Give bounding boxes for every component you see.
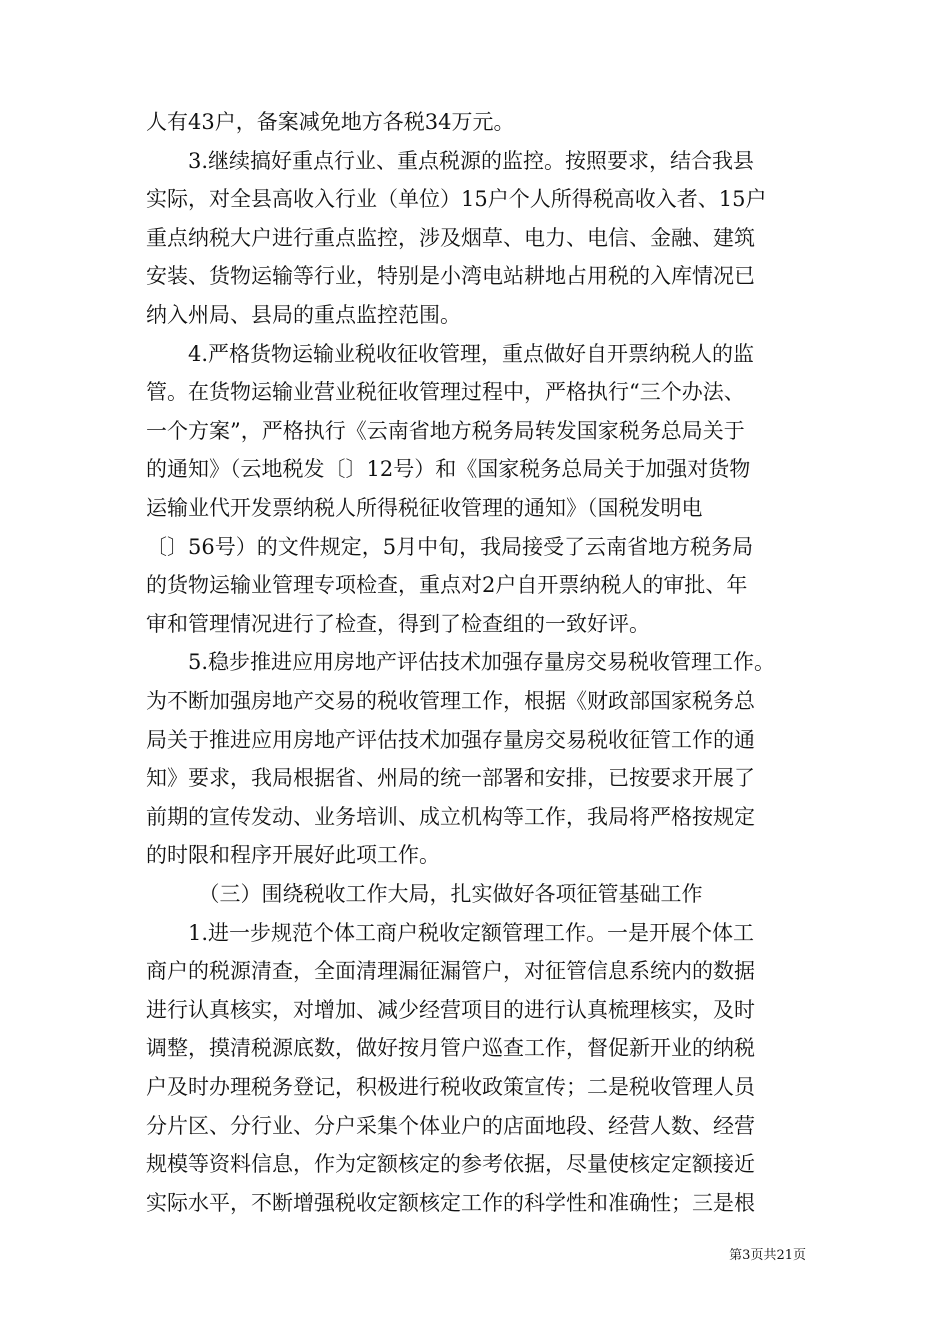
text-line: 人有43户，备案减免地方各税34万元。 (146, 110, 515, 134)
text-line: 知》要求，我局根据省、州局的统一部署和安排，已按要求开展了 (146, 766, 755, 790)
text-line: 分片区、分行业、分户采集个体业户的店面地段、经营人数、经营 (146, 1114, 755, 1138)
text-line: 的通知》（云地税发〔〕12号）和《国家税务总局关于加强对货物 (146, 457, 751, 481)
text-line: 的货物运输业管理专项检查，重点对2户自开票纳税人的审批、年 (146, 573, 748, 597)
text-line: 〔〕56号）的文件规定，5月中旬，我局接受了云南省地方税务局 (146, 535, 754, 559)
text-line: 的时限和程序开展好此项工作。 (146, 843, 440, 867)
text-line: 重点纳税大户进行重点监控，涉及烟草、电力、电信、金融、建筑 (146, 226, 755, 250)
text-line: 进行认真核实，对增加、减少经营项目的进行认真梳理核实，及时 (146, 998, 755, 1022)
text-line: 纳入州局、县局的重点监控范围。 (146, 303, 461, 327)
text-line: 实际水平，不断增强税收定额核定工作的科学性和准确性；三是根 (146, 1191, 755, 1215)
text-line: 4.严格货物运输业税收征收管理，重点做好自开票纳税人的监 (146, 342, 755, 366)
text-line: 为不断加强房地产交易的税收管理工作，根据《财政部国家税务总 (146, 689, 755, 713)
text-line: 商户的税源清查，全面清理漏征漏管户，对征管信息系统内的数据 (146, 959, 755, 983)
text-line: 3.继续搞好重点行业、重点税源的监控。按照要求，结合我县 (146, 149, 755, 173)
text-line: 前期的宣传发动、业务培训、成立机构等工作，我局将严格按规定 (146, 805, 755, 829)
text-line: 局关于推进应用房地产评估技术加强存量房交易税收征管工作的通 (146, 728, 755, 752)
page-number: 第3页共21页 (729, 1248, 806, 1263)
text-line: 审和管理情况进行了检查，得到了检查组的一致好评。 (146, 612, 650, 636)
text-line: 5.稳步推进应用房地产评估技术加强存量房交易税收管理工作。 (146, 650, 776, 674)
text-line: 安装、货物运输等行业，特别是小湾电站耕地占用税的入库情况已 (146, 264, 755, 288)
text-line: 规模等资料信息，作为定额核定的参考依据，尽量使核定定额接近 (146, 1152, 755, 1176)
text-line: （三）围绕税收工作大局，扎实做好各项征管基础工作 (146, 882, 703, 906)
text-line: 管。在货物运输业营业税征收管理过程中，严格执行“三个办法、 (146, 380, 745, 404)
text-line: 户及时办理税务登记，积极进行税收政策宣传；二是税收管理人员 (146, 1075, 755, 1099)
text-line: 1.进一步规范个体工商户税收定额管理工作。一是开展个体工 (146, 921, 755, 945)
text-line: 调整，摸清税源底数，做好按月管户巡查工作，督促新开业的纳税 (146, 1036, 755, 1060)
text-line: 一个方案”，严格执行《云南省地方税务局转发国家税务总局关于 (146, 419, 745, 443)
text-line: 运输业代开发票纳税人所得税征收管理的通知》（国税发明电 (146, 496, 703, 520)
text-line: 实际，对全县高收入行业（单位）15户个人所得税高收入者、15户 (146, 187, 767, 211)
